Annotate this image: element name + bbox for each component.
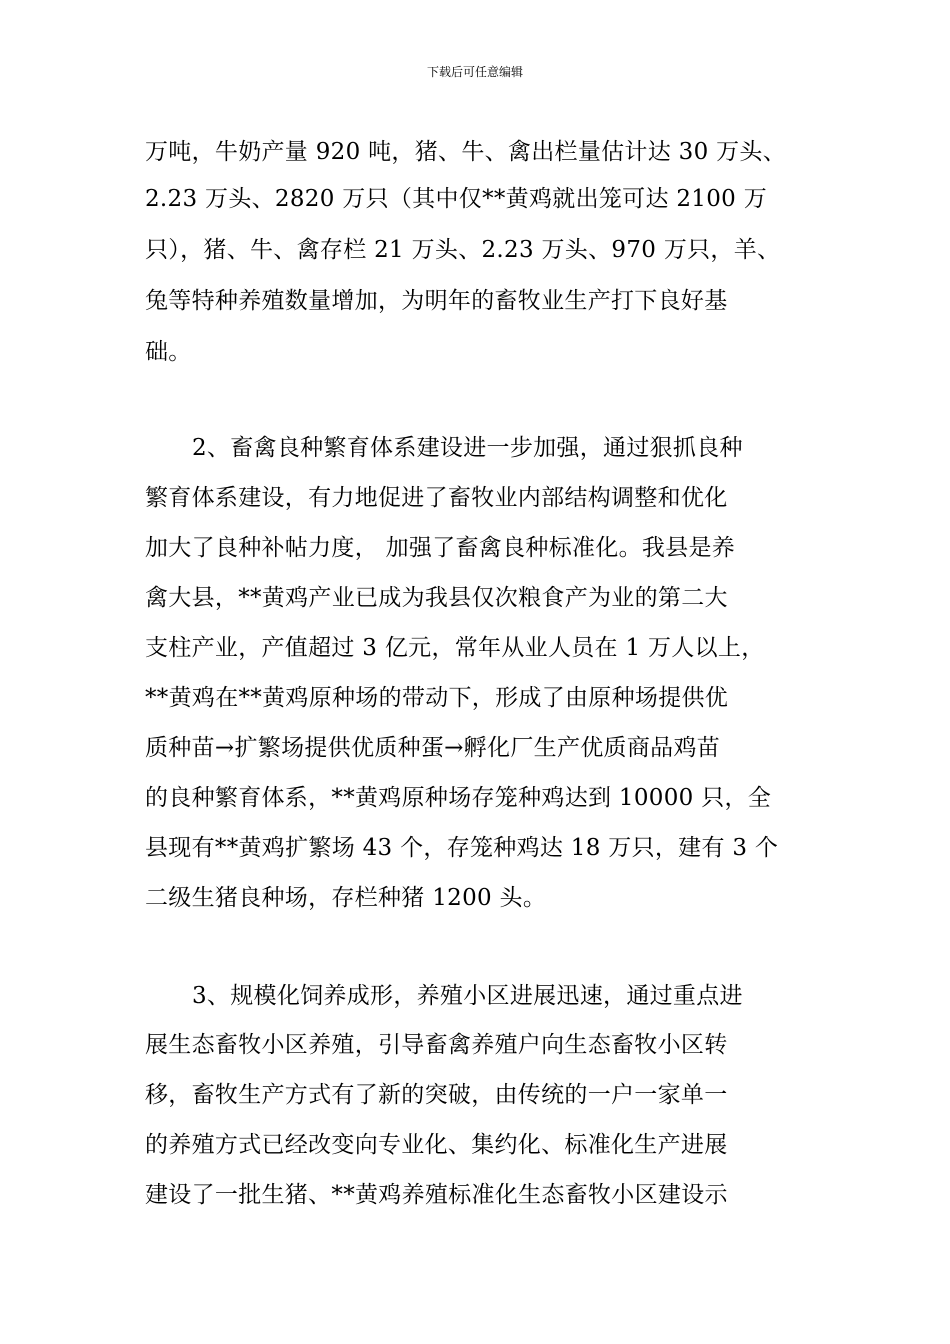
text-line: 2、畜禽良种繁育体系建设进一步加强，通过狠抓良种 <box>192 435 743 461</box>
text-line: 的良种繁育体系，**黄鸡原种场存笼种鸡达到 10000 只，全 <box>145 785 772 811</box>
text-line: 移，畜牧生产方式有了新的突破，由传统的一户一家单一 <box>145 1082 728 1108</box>
text-line: 的养殖方式已经改变向专业化、集约化、标准化生产进展 <box>145 1132 728 1158</box>
text-line: 只），猪、牛、禽存栏 21 万头、2.23 万头、970 万只，羊、 <box>145 237 781 263</box>
text-line: 兔等特种养殖数量增加，为明年的畜牧业生产打下良好基 <box>145 288 728 314</box>
text-line: 支柱产业，产值超过 3 亿元，常年从业人员在 1 万人以上， <box>145 635 765 661</box>
text-line: **黄鸡在**黄鸡原种场的带动下，形成了由原种场提供优 <box>145 685 729 711</box>
text-line: 加大了良种补帖力度， 加强了畜禽良种标准化。我县是养 <box>145 535 736 561</box>
text-line: 2.23 万头、2820 万只（其中仅**黄鸡就出笼可达 2100 万 <box>145 186 768 212</box>
text-line: 万吨，牛奶产量 920 吨，猪、牛、禽出栏量估计达 30 万头、 <box>145 139 787 165</box>
text-line: 质种苗→扩繁场提供优质种蛋→孵化厂生产优质商品鸡苗 <box>145 735 721 761</box>
text-line: 展生态畜牧小区养殖，引导畜禽养殖户向生态畜牧小区转 <box>145 1032 728 1058</box>
text-line: 县现有**黄鸡扩繁场 43 个，存笼种鸡达 18 万只，建有 3 个 <box>145 835 779 861</box>
text-line: 禽大县，**黄鸡产业已成为我县仅次粮食产为业的第二大 <box>145 585 728 611</box>
text-line: 3、规模化饲养成形，养殖小区进展迅速，通过重点进 <box>192 983 743 1009</box>
text-line: 二级生猪良种场，存栏种猪 1200 头。 <box>145 885 547 911</box>
text-line: 繁育体系建设，有力地促进了畜牧业内部结构调整和优化 <box>145 485 728 511</box>
page-header: 下载后可任意编辑 <box>426 65 523 79</box>
text-line: 础。 <box>145 339 192 365</box>
text-line: 建设了一批生猪、**黄鸡养殖标准化生态畜牧小区建设示 <box>145 1182 728 1208</box>
